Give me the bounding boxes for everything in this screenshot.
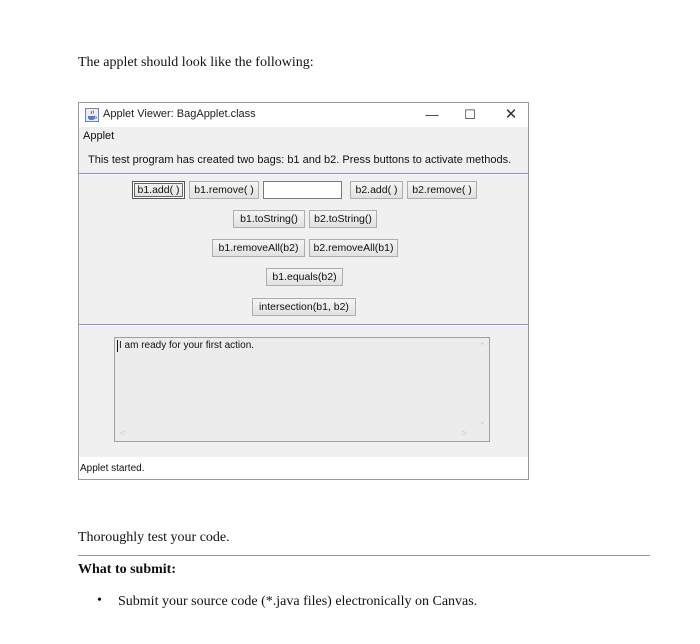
b2-remove-button[interactable]: b2.remove( ) [407,181,477,199]
b1-add-button[interactable]: b1.add( ) [132,181,185,199]
test-instruction: Thoroughly test your code. [78,530,230,545]
b1-removeall-button[interactable]: b1.removeAll(b2) [212,239,305,257]
text-caret [117,340,118,352]
intersection-button[interactable]: intersection(b1, b2) [252,298,356,316]
applet-panel [79,147,528,457]
bullet-icon: • [97,593,102,608]
maximize-button[interactable]: ☐ [464,107,476,122]
output-textarea[interactable] [114,337,490,442]
scroll-up-icon[interactable]: ⌃ [478,341,486,351]
status-bar [79,457,528,479]
status-text: Applet started. [80,463,145,474]
b1-remove-button[interactable]: b1.remove( ) [189,181,259,199]
scroll-right-icon[interactable]: > [461,428,467,438]
menu-bar [79,127,528,147]
applet-viewer-window [78,102,529,480]
intro-text: The applet should look like the following: [78,55,314,70]
submit-heading: What to submit: [78,562,177,577]
title-bar[interactable] [79,103,528,127]
info-label: This test program has created two bags: b1 and b2. Press buttons to activate methods. [88,154,512,166]
b1-tostring-button[interactable]: b1.toString() [233,210,305,228]
java-cup-icon [85,108,99,122]
bottom-separator [79,324,528,326]
output-text: I am ready for your first action. [119,340,255,351]
value-input[interactable] [263,181,342,199]
top-separator [79,173,528,175]
b2-tostring-button[interactable]: b2.toString() [309,210,377,228]
close-button[interactable]: ✕ [504,106,518,123]
minimize-button[interactable]: — [425,107,439,122]
menu-applet[interactable]: Applet [83,130,115,142]
window-title: Applet Viewer: BagApplet.class [103,108,256,120]
horizontal-rule [78,555,650,556]
scroll-down-icon[interactable]: ⌄ [478,416,486,426]
scroll-left-icon[interactable]: < [120,428,126,438]
b2-removeall-button[interactable]: b2.removeAll(b1) [309,239,398,257]
b1-equals-button[interactable]: b1.equals(b2) [266,268,343,286]
submit-instruction: Submit your source code (*.java files) electronically on Canvas. [118,594,478,609]
b2-add-button[interactable]: b2.add( ) [350,181,403,199]
